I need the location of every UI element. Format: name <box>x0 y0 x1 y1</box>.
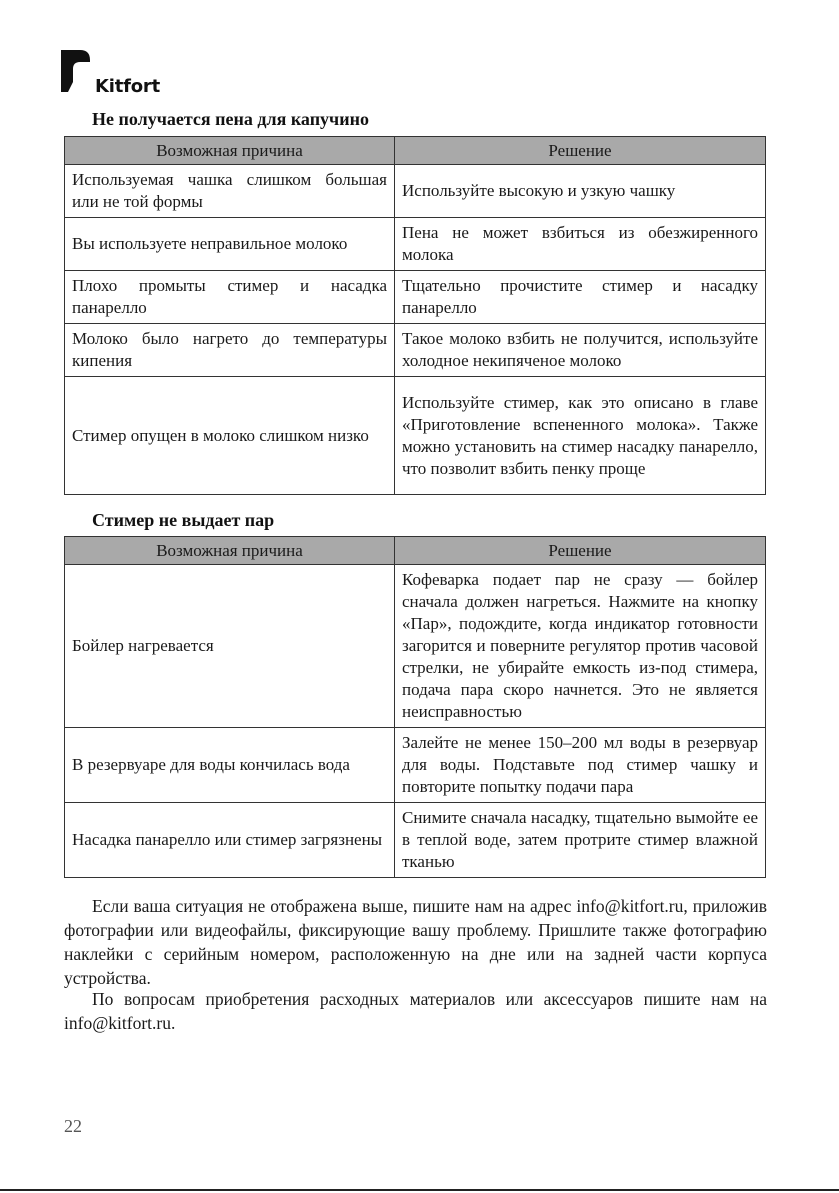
solution-cell: Залейте не менее 150–200 мл воды в резервуар для воды. Подставьте под стимер чашку и повторите попытку подачи пара <box>395 728 766 803</box>
table-header-row <box>65 537 766 565</box>
solution-cell: Кофеварка подает пар не сразу — бойлер сначала должен нагреться. Нажмите на кнопку «Пар», подождите, когда индикатор готовности загорится и поверните регулятор против часовой стрелки, не убирайте емкость из-под стимера, подача пара скоро начнется. Это не является неисправностью <box>395 565 766 728</box>
solution-cell: Используйте высокую и узкую чашку <box>395 165 766 218</box>
header-cause: Возможная причина <box>65 137 395 165</box>
cause-cell: Плохо промыты стимер и насадка панарелло <box>65 271 395 324</box>
table-row <box>65 728 766 803</box>
header-solution: Решение <box>395 537 766 565</box>
table-row <box>65 324 766 377</box>
header-cause: Возможная причина <box>65 537 395 565</box>
cause-cell: Молоко было нагрето до температуры кипения <box>65 324 395 377</box>
cause-cell: Бойлер нагревается <box>65 565 395 728</box>
table-row <box>65 565 766 728</box>
solution-cell: Такое молоко взбить не получится, используйте холодное некипяченое молоко <box>395 324 766 377</box>
cause-cell: Стимер опущен в молоко слишком низко <box>65 377 395 495</box>
kitfort-logo-icon <box>60 48 96 98</box>
table-steamer <box>64 536 766 878</box>
table-row <box>65 803 766 878</box>
accessories-paragraph: По вопросам приобретения расходных материалов или аксессуаров пишите нам на info@kitfort.ru. <box>64 989 767 1033</box>
section-title-cappuccino: Не получается пена для капучино <box>92 109 369 129</box>
header-solution: Решение <box>395 137 766 165</box>
table-row <box>65 377 766 495</box>
solution-cell: Пена не может взбиться из обезжиренного молока <box>395 218 766 271</box>
table-row <box>65 218 766 271</box>
cause-cell: Насадка панарелло или стимер загрязнены <box>65 803 395 878</box>
cause-cell: Используемая чашка слишком большая или не той формы <box>65 165 395 218</box>
table-cappuccino-foam <box>64 136 766 495</box>
solution-cell: Используйте стимер, как это описано в главе «Приготовление вспененного молока». Также можно установить на стимер насадку панарелло, что позволит взбить пенку проще <box>395 377 766 495</box>
table-row <box>65 165 766 218</box>
page-bottom-rule <box>0 1189 839 1191</box>
contact-paragraph: Если ваша ситуация не отображена выше, пишите нам на адрес info@kitfort.ru, приложив фотографии или видеофайлы, фиксирующие вашу проблему. Пришлите также фотографию наклейки с серийным номером, расположенную на дне или на задней части корпуса устройства. <box>64 896 767 988</box>
page-number: 22 <box>64 1116 82 1136</box>
solution-cell: Тщательно прочистите стимер и насадку панарелло <box>395 271 766 324</box>
solution-cell: Снимите сначала насадку, тщательно вымойте ее в теплой воде, затем протрите стимер влажной тканью <box>395 803 766 878</box>
brand-name: Kitfort <box>95 76 161 97</box>
cause-cell: В резервуаре для воды кончилась вода <box>65 728 395 803</box>
table-row <box>65 271 766 324</box>
table-header-row <box>65 137 766 165</box>
cause-cell: Вы используете неправильное молоко <box>65 218 395 271</box>
brand-logo <box>60 48 170 100</box>
section-title-steamer: Стимер не выдает пар <box>92 510 275 530</box>
